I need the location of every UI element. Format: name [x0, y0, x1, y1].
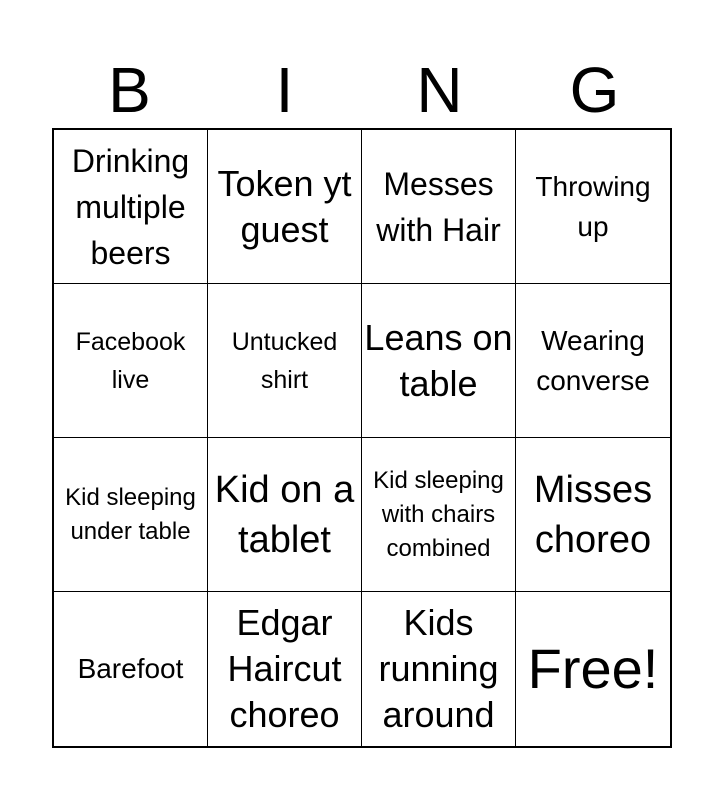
cell-label: Untucked shirt — [231, 327, 338, 394]
cell-label: Kid sleeping under table — [65, 483, 196, 545]
header-letter-g: G — [569, 54, 620, 126]
cell-label: Token yt guest — [217, 162, 352, 250]
bingo-cell[interactable] — [54, 284, 208, 438]
cell-label: Throwing up — [535, 170, 651, 242]
free-space-label: Free! — [527, 637, 659, 700]
bingo-board — [52, 128, 672, 748]
bingo-cell[interactable] — [362, 438, 516, 592]
bingo-cell[interactable] — [516, 130, 670, 284]
header-letter-b: B — [108, 54, 151, 126]
cell-label: Kid sleeping with chairs combined — [373, 466, 504, 562]
bingo-cell[interactable] — [516, 438, 670, 592]
bingo-cell[interactable] — [362, 130, 516, 284]
cell-label: Wearing converse — [536, 324, 650, 396]
bingo-cell[interactable] — [54, 438, 208, 592]
cell-label: Misses choreo — [533, 468, 653, 561]
cell-label: Edgar Haircut choreo — [227, 602, 342, 735]
bingo-cell[interactable] — [516, 284, 670, 438]
cell-label: Facebook live — [75, 327, 186, 394]
cell-label: Kids running around — [378, 602, 499, 735]
bingo-cell[interactable] — [208, 284, 362, 438]
header-letter-i: I — [275, 54, 294, 126]
bingo-cell[interactable] — [54, 592, 208, 746]
cell-label: Messes with Hair — [376, 165, 501, 248]
cell-label: Leans on table — [364, 316, 513, 404]
cell-label: Kid on a tablet — [214, 468, 355, 561]
cell-label: Barefoot — [77, 653, 184, 684]
bingo-cell[interactable] — [362, 592, 516, 746]
free-space-cell[interactable] — [516, 592, 670, 746]
bingo-cell[interactable] — [54, 130, 208, 284]
cell-label: Drinking multiple beers — [71, 142, 190, 271]
header-letter-n: N — [416, 54, 463, 126]
bingo-cell[interactable] — [362, 284, 516, 438]
bingo-cell[interactable] — [208, 438, 362, 592]
bingo-cell[interactable] — [208, 130, 362, 284]
bingo-cell[interactable] — [208, 592, 362, 746]
bingo-header — [52, 52, 672, 128]
